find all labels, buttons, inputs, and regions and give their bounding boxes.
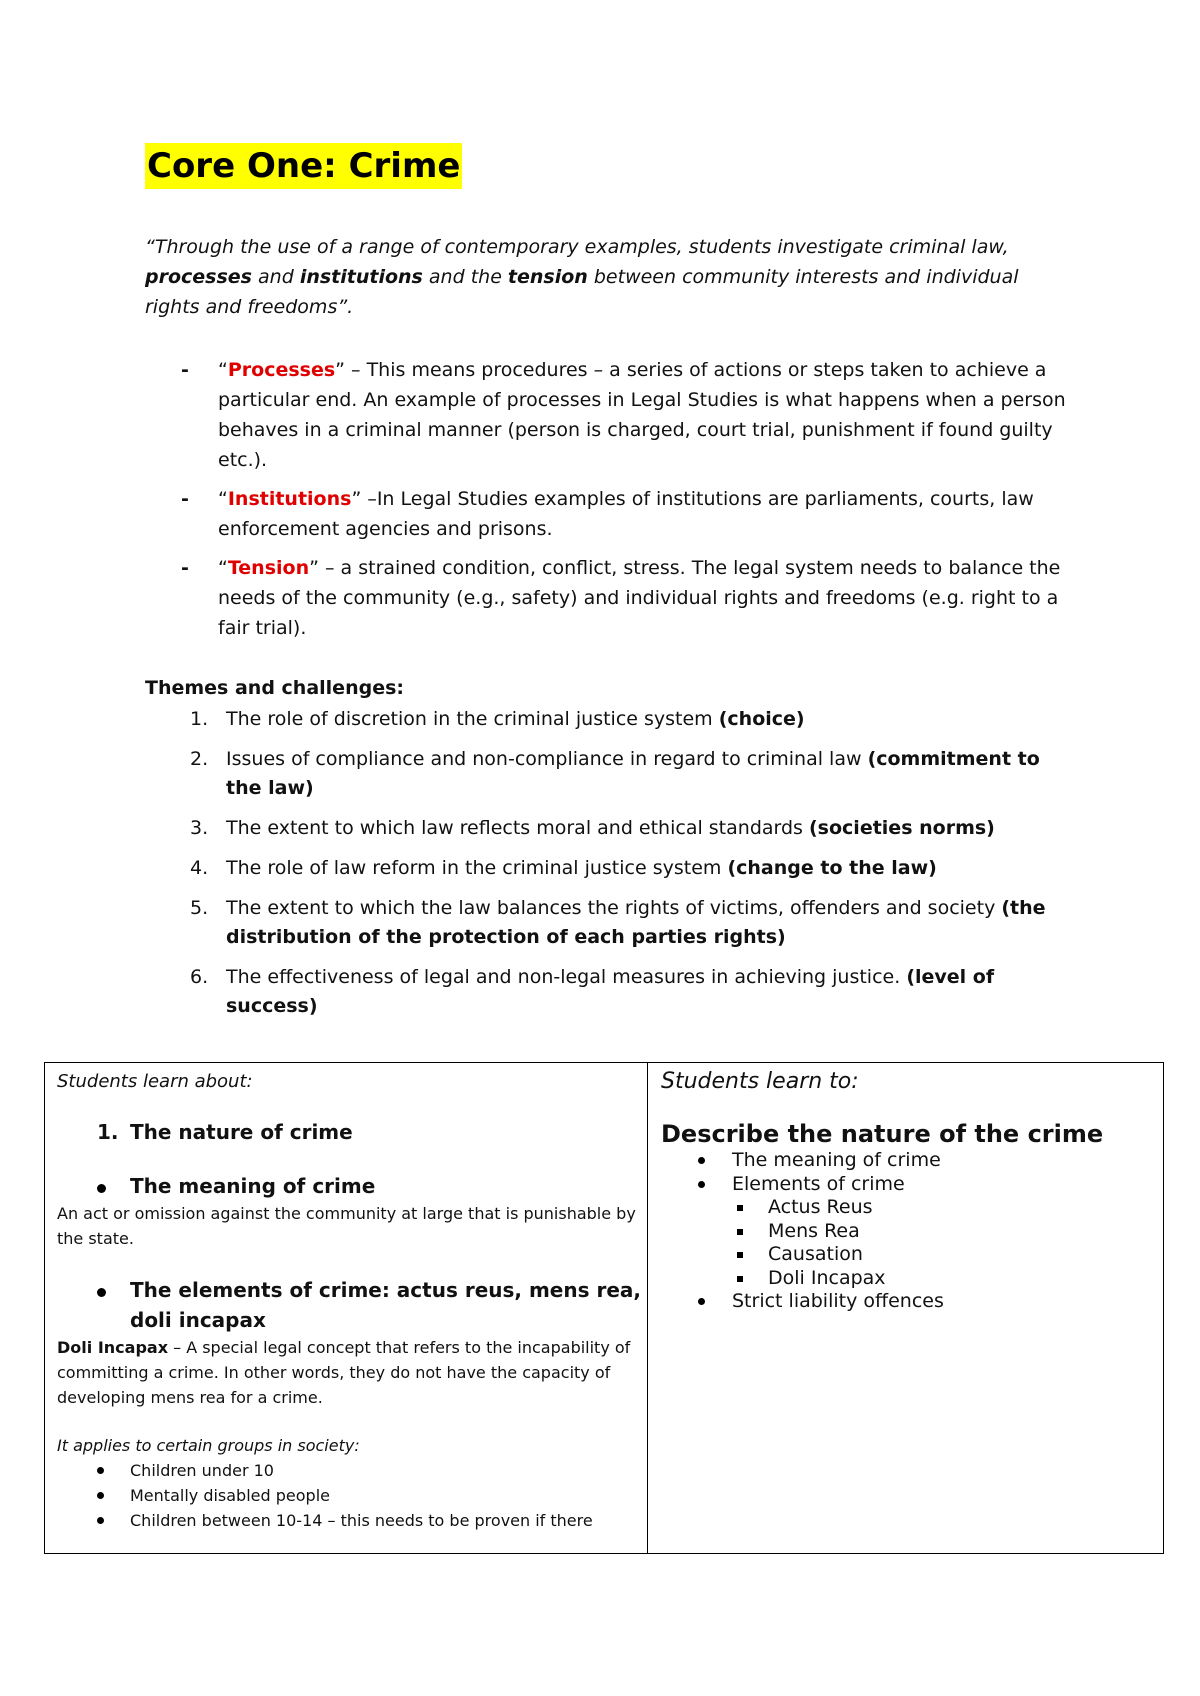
quote-part-2: and xyxy=(252,266,300,288)
theme-number: 6. xyxy=(190,966,209,988)
themes-heading: Themes and challenges: xyxy=(145,677,404,699)
quote-part-4: between community interests and individual rights and freedoms”. xyxy=(145,266,1019,318)
theme-text: The extent to which law reflects moral and ethical standards xyxy=(226,817,809,839)
list-item xyxy=(661,1149,1156,1173)
theme-keyword: (change to the law) xyxy=(727,857,937,879)
open-quote: “ xyxy=(218,557,228,579)
definition-text: ” – This means procedures – a series of actions or steps taken to achieve a particular end. An example of processes in Legal Studies is what happens when a person behaves in a criminal manner (person is charged, court trial, punishment if found guilty etc.). xyxy=(218,359,1066,471)
numbered-topic xyxy=(57,1117,642,1147)
square-bullet-icon xyxy=(737,1229,743,1235)
item-text: Elements of crime xyxy=(732,1172,905,1195)
item-text: Actus Reus xyxy=(768,1196,873,1218)
square-bullet-icon xyxy=(737,1205,743,1211)
learn-to-list xyxy=(661,1149,1156,1314)
bullet-dot-icon xyxy=(97,1288,106,1297)
learn-about-column xyxy=(57,1067,642,1551)
theme-number: 4. xyxy=(190,857,209,879)
list-item xyxy=(661,1173,1156,1197)
bullet-dot-icon xyxy=(698,1157,705,1164)
topic-number: 1. xyxy=(97,1120,119,1144)
definition-term: Institutions xyxy=(227,488,352,510)
theme-keyword: (the distribution of the protection of each parties rights) xyxy=(226,897,1046,948)
item-text: Doli Incapax xyxy=(768,1266,886,1289)
quote-part-1: “Through the use of a range of contemporary examples, students investigate criminal law, xyxy=(145,236,1009,258)
dash-marker: - xyxy=(181,488,189,510)
crime-definition: An act or omission against the community at large that is punishable by the state. xyxy=(57,1204,636,1248)
theme-text: Issues of compliance and non-compliance in regard to criminal law xyxy=(226,748,868,770)
theme-item xyxy=(145,705,1075,734)
square-bullet-icon xyxy=(737,1252,743,1258)
theme-keyword: (level of success) xyxy=(226,966,995,1017)
bullet-dot-icon xyxy=(698,1298,705,1305)
quote-tension: tension xyxy=(507,266,588,288)
theme-item xyxy=(145,745,1075,803)
definition-term: Processes xyxy=(227,359,336,381)
quote-processes: processes xyxy=(145,266,252,288)
definition-item xyxy=(145,484,1075,544)
quote-institutions: institutions xyxy=(299,266,423,288)
list-item xyxy=(57,1508,642,1533)
theme-number: 1. xyxy=(190,708,209,730)
open-quote: “ xyxy=(218,488,228,510)
doli-incapax-definition xyxy=(57,1335,642,1410)
syllabus-quote xyxy=(145,232,1045,322)
bullet-dot-icon xyxy=(97,1517,104,1524)
themes-list xyxy=(145,705,1075,1032)
group-text: Mentally disabled people xyxy=(130,1486,330,1505)
item-text: Strict liability offences xyxy=(732,1290,944,1312)
sub-list-item xyxy=(661,1220,1156,1244)
theme-text: The role of discretion in the criminal justice system xyxy=(226,708,719,730)
theme-text: The role of law reform in the criminal justice system xyxy=(226,857,728,879)
theme-number: 3. xyxy=(190,817,209,839)
bullet-dot-icon xyxy=(97,1467,104,1474)
groups-list xyxy=(57,1458,642,1533)
sub-list-item xyxy=(661,1196,1156,1220)
learn-to-heading: Students learn to: xyxy=(661,1069,859,1094)
applies-note: It applies to certain groups in society: xyxy=(57,1436,360,1455)
theme-keyword: (societies norms) xyxy=(809,817,995,839)
doli-text: – A special legal concept that refers to the incapability of committing a crime. In other words, they do not have the capacity of developing mens rea for a crime. xyxy=(57,1338,631,1407)
theme-keyword: (commitment to the law) xyxy=(226,748,1040,799)
dash-marker: - xyxy=(181,359,189,381)
group-text: Children under 10 xyxy=(130,1461,274,1480)
theme-text: The effectiveness of legal and non-legal measures in achieving justice. xyxy=(226,966,907,988)
sub-list-item xyxy=(661,1243,1156,1267)
definition-text: ” –In Legal Studies examples of institutions are parliaments, courts, law enforcement agencies and prisons. xyxy=(218,488,1034,540)
dash-marker: - xyxy=(181,557,189,579)
theme-number: 5. xyxy=(190,897,209,919)
bullet-dot-icon xyxy=(97,1492,104,1499)
syllabus-table xyxy=(44,1062,1164,1554)
bullet-title: The elements of crime: actus reus, mens rea, doli incapax xyxy=(130,1278,641,1332)
learn-to-subheading: Describe the nature of the crime xyxy=(661,1120,1104,1148)
bullet-dot-icon xyxy=(97,1184,106,1193)
square-bullet-icon xyxy=(737,1276,743,1282)
list-item xyxy=(57,1458,642,1483)
item-text: Mens Rea xyxy=(768,1219,860,1242)
topic-title: The nature of crime xyxy=(130,1120,353,1144)
open-quote: “ xyxy=(218,359,228,381)
bullet-topic xyxy=(57,1171,642,1201)
list-item xyxy=(661,1290,1156,1314)
theme-text: The extent to which the law balances the rights of victims, offenders and society xyxy=(226,897,1002,919)
column-divider xyxy=(647,1063,648,1553)
theme-item xyxy=(145,894,1075,952)
learn-to-column xyxy=(661,1067,1156,1551)
theme-number: 2. xyxy=(190,748,209,770)
definition-list xyxy=(145,355,1075,652)
theme-keyword: (choice) xyxy=(718,708,805,730)
theme-item xyxy=(145,814,1075,843)
bullet-title: The meaning of crime xyxy=(130,1174,376,1198)
list-item xyxy=(57,1483,642,1508)
item-text: Causation xyxy=(768,1243,863,1265)
quote-part-3: and the xyxy=(422,266,508,288)
doli-term: Doli Incapax xyxy=(57,1338,169,1357)
definition-item xyxy=(145,355,1075,475)
definition-term: Tension xyxy=(227,557,310,579)
theme-item xyxy=(145,963,1075,1021)
bullet-dot-icon xyxy=(698,1181,705,1188)
definition-item xyxy=(145,553,1075,643)
theme-item xyxy=(145,854,1075,883)
bullet-topic xyxy=(57,1275,642,1335)
definition-text: ” – a strained condition, conflict, stress. The legal system needs to balance the needs of the community (e.g., safety) and individual rights and freedoms (e.g. right to a fair trial). xyxy=(218,557,1061,639)
learn-about-heading: Students learn about: xyxy=(57,1071,253,1092)
item-text: The meaning of crime xyxy=(732,1149,941,1171)
page-title: Core One: Crime xyxy=(145,143,462,189)
group-text: Children between 10-14 – this needs to be proven if there xyxy=(130,1511,593,1530)
sub-list-item xyxy=(661,1267,1156,1291)
